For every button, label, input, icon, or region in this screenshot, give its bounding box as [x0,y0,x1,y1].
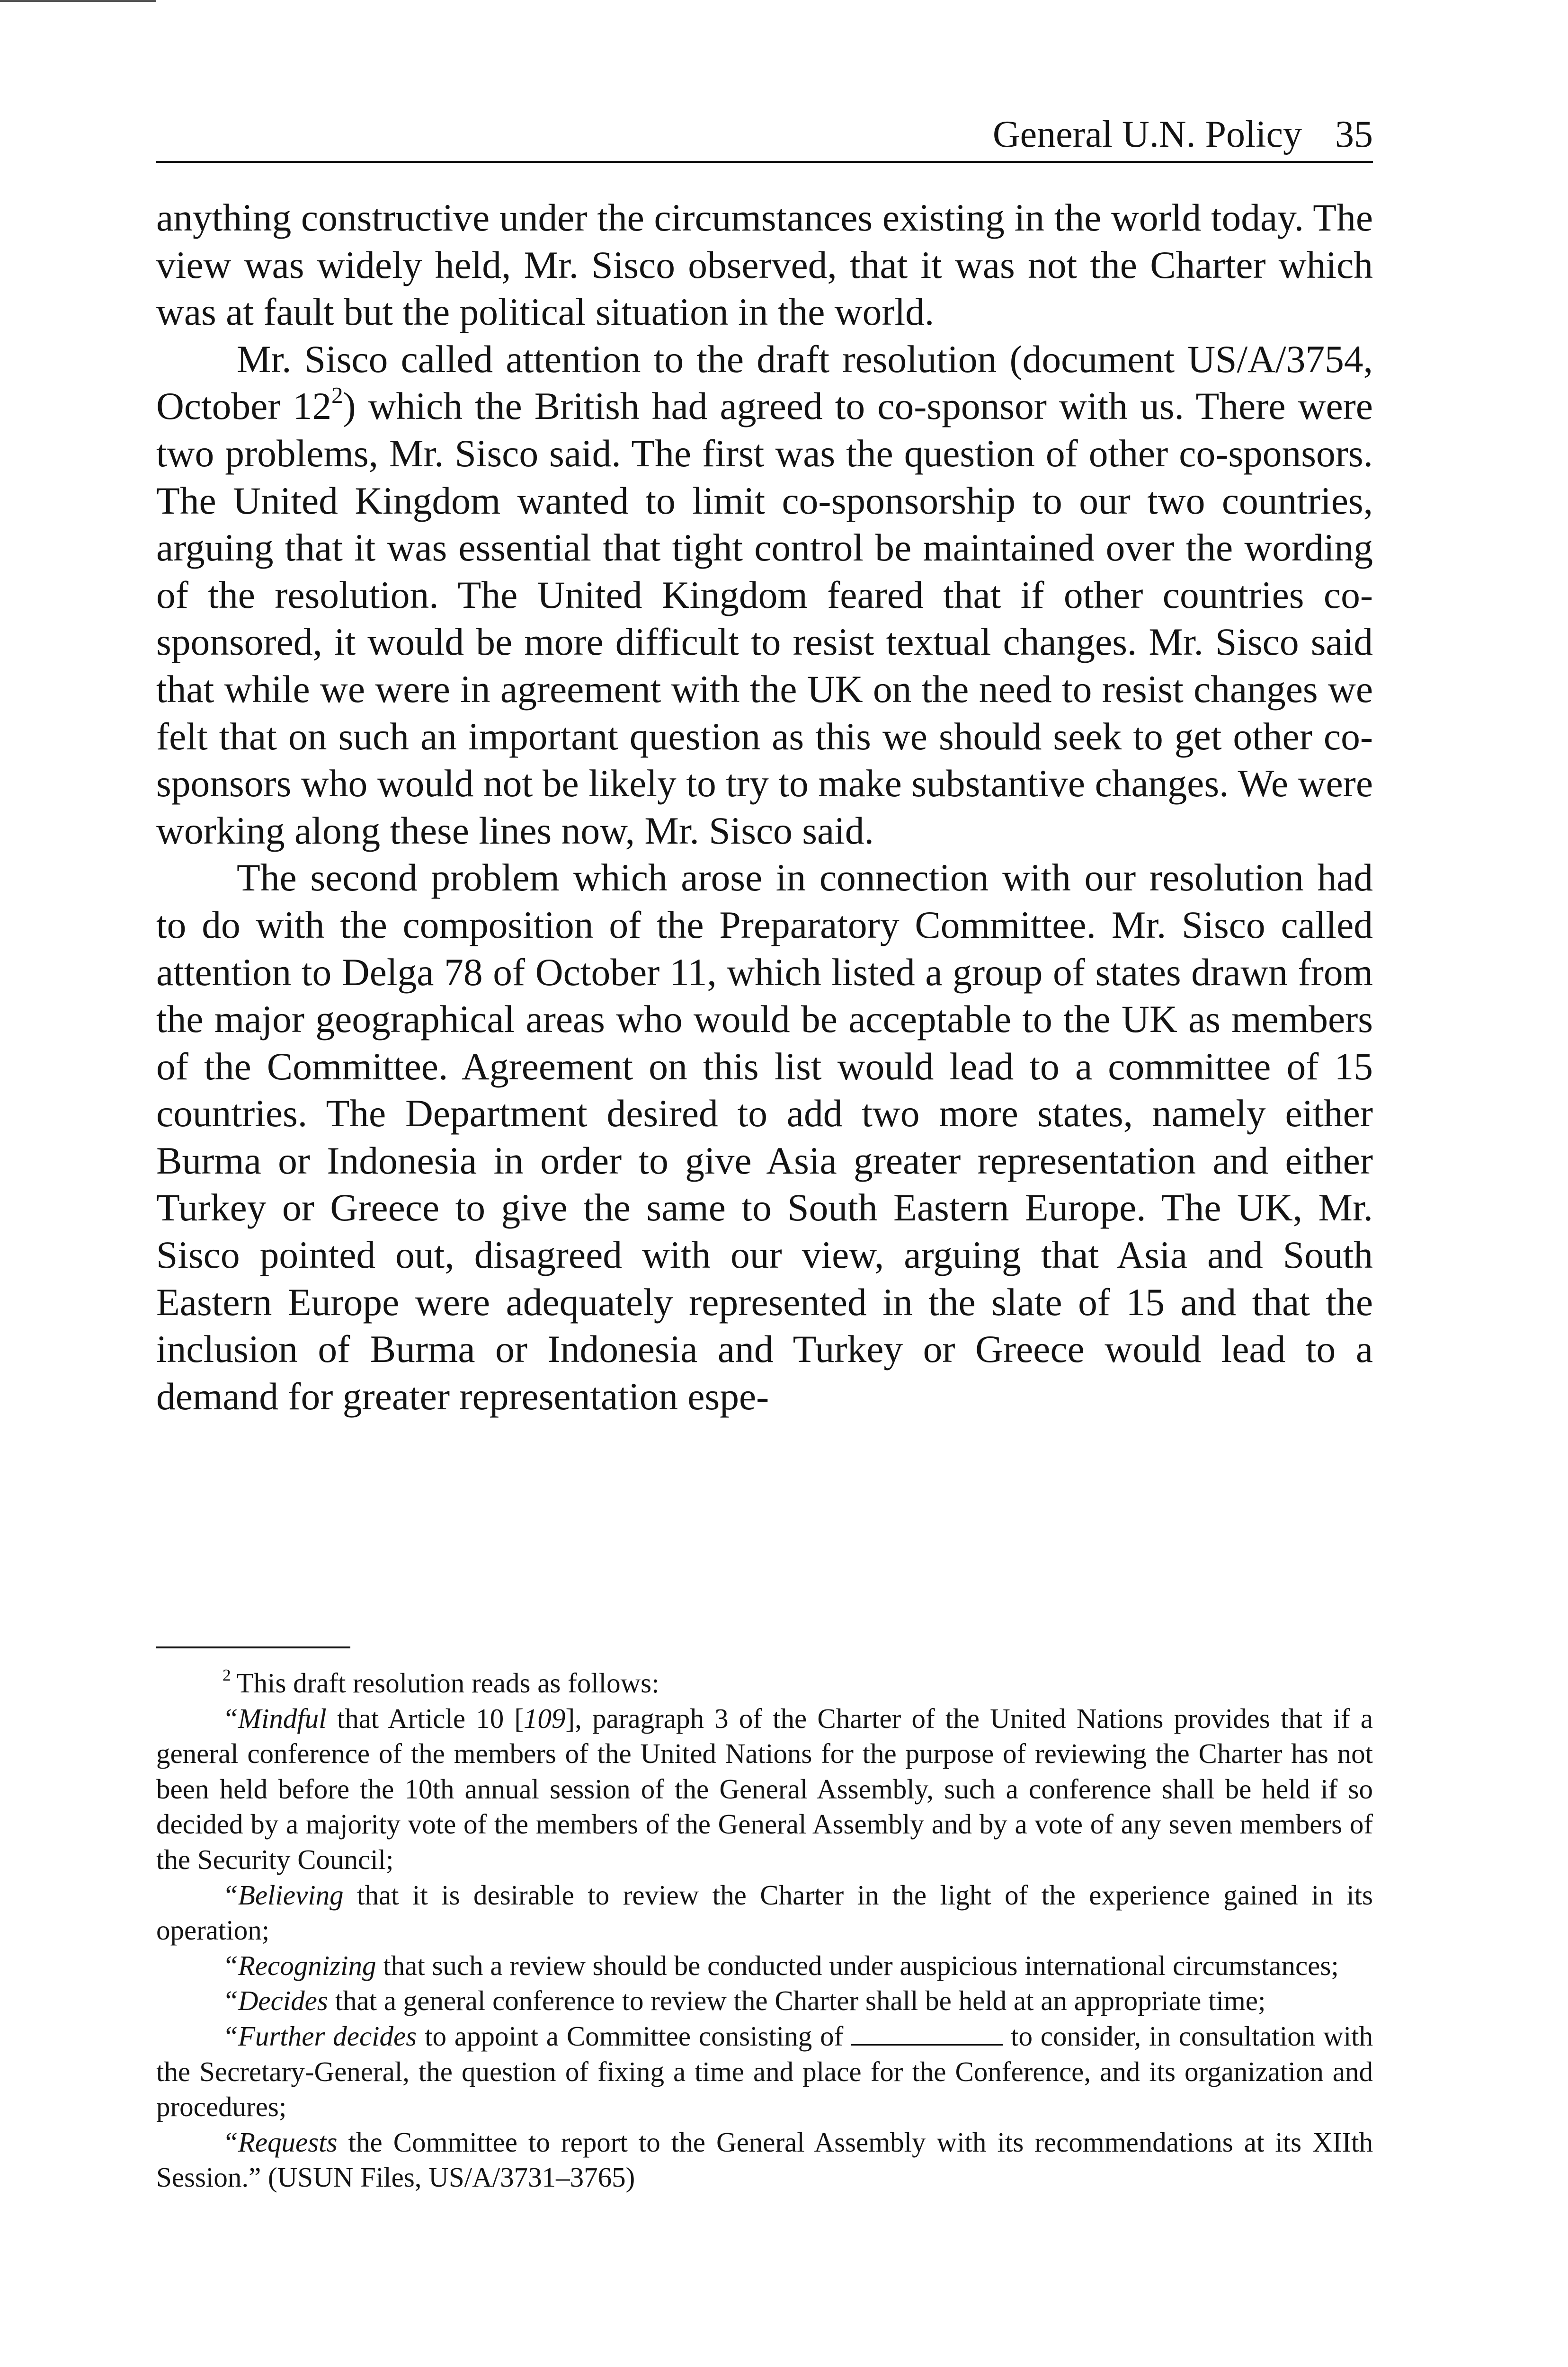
clause-lead: “Recognizing [223,1949,376,1981]
footnote-clause: “Believing that it is desirable to review the Charter in the light of the experience gained in its operation; [156,1879,1373,1946]
blank-line [851,2019,1003,2046]
main-text [156,194,1373,1420]
clause-lead: “Requests [223,2126,338,2158]
footnote-clause: “Requests the Committee to report to the General Assembly with its recommendations at its XIIth Session.” (USUN Files, US/A/3731–3765) [156,2126,1373,2193]
running-title: General U.N. Policy [992,114,1302,155]
clause-lead: “Further decides [223,2020,417,2052]
footnote-marker: 2 [223,1665,231,1685]
paragraph: anything constructive under the circumstances existing in the world today. The view was widely held, Mr. Sisco observed, that it was not the Charter which was at fault but the political situation in the world. [156,196,1373,334]
clause-reference: 109 [524,1702,566,1734]
footnote [156,1665,1373,2195]
footnote-clause: “Further decides to appoint a Committee consisting of to consider, in consultation with the Secretary-General, the question of fixing a time and place for the Conference, and its organization and procedures; [156,2019,1373,2125]
paragraph-text: ) which the British had agreed to co-sponsor with us. There were two problems, Mr. Sisco said. The first was the question of other co-sponsors. The United Kingdom wanted to limit co-sponsorship to our two countries, arguing that it was essential that tight control be maintained over the wording of the resolution. The United Kingdom feared that if other countries co-sponsored, it would be more difficult to resist textual changes. Mr. Sisco said that while we were in agreement with the UK on the need to resist changes we felt that on such an important question as this we should seek to get other co-sponsors who would not be likely to try to make substantive changes. We were working along these lines now, Mr. Sisco said. [156,384,1373,852]
page-number: 35 [1335,114,1373,155]
scan-edge-mark [0,0,156,2]
footnote-clause: “Mindful that Article 10 [109], paragraph 3 of the Charter of the United Nations provides that if a general conference of the members of the United Nations for the purpose of reviewing the Charter has not been held before the 10th annual session of the General Assembly, such a conference shall be held if so decided by a majority vote of the members of the General Assembly and by a vote of any seven members of the Security Council; [156,1702,1373,1875]
footnote-clause: “Recognizing that such a review should be conducted under auspicious international circumstances; [223,1949,1339,1981]
clause-lead: “Mindful [223,1702,327,1734]
paragraph: The second problem which arose in connection with our resolution had to do with the composition of the Preparatory Committee. Mr. Sisco called attention to Delga 78 of October 11, which listed a group of states drawn from the major geographical areas who would be acceptable to the UK as members of the Committee. Agreement on this list would lead to a committee of 15 countries. The Department desired to add two more states, namely either Burma or Indonesia in order to give Asia greater representation and either Turkey or Greece to give the same to South Eastern Europe. The UK, Mr. Sisco pointed out, disagreed with our view, arguing that Asia and South Eastern Europe were adequately represented in the slate of 15 and that the inclusion of Burma or Indonesia and Turkey or Greece would lead to a demand for greater representation espe- [156,856,1373,1418]
clause-lead: “Decides [223,1985,328,2017]
paragraph [156,336,1373,854]
footnote-divider [156,1646,350,1648]
footnote-clause: “Decides that a general conference to review the Charter shall be held at an appropriate time; [223,1985,1266,2017]
footnote-intro: $^2$ This draft resolution reads as follows: [223,1665,659,1699]
footnote-reference: 2 [331,382,343,409]
clause-lead: “Believing [223,1879,344,1911]
paragraph-text: Mr. Sisco called attention to the draft resolution (document US/A/3754, October 12 [156,337,1373,428]
running-header [156,108,1373,163]
